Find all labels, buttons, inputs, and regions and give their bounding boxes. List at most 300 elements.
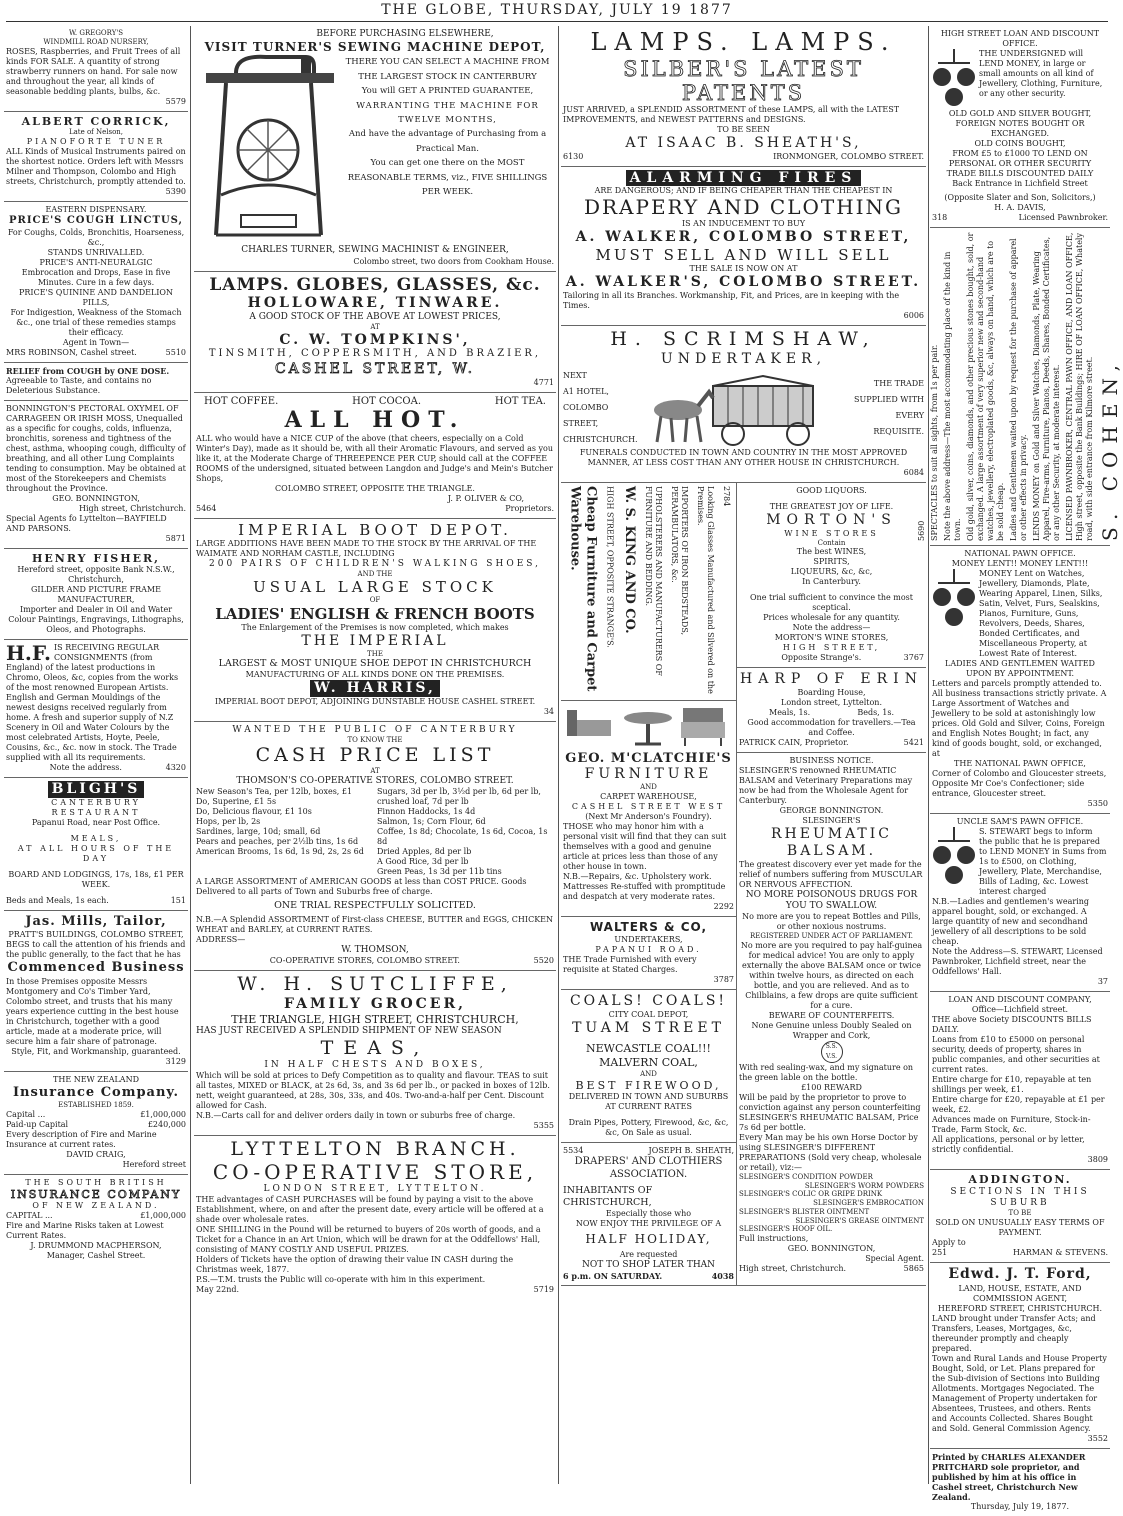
ad-heading: LAMPS. LAMPS.: [590, 28, 897, 56]
ad-body: Will be paid by the proprietor to prove to conviction against any person counterfeiting SLESINGER'S RHEUMATIC BALSAM, Price 7s 6d per bottle.: [739, 1092, 921, 1132]
ad-national-pawn: [930, 546, 1110, 814]
ad-body: STANDS UNRIVALLED.: [47, 247, 145, 257]
ad-fisher: [4, 549, 188, 641]
list-item: New Season's Tea, per 12lb, boxes, £1: [196, 786, 353, 796]
ad-body: WINE STORES: [784, 528, 879, 538]
ad-body: Drain Pipes, Pottery, Firewood, &c, &c, &c, On Sale as usual.: [568, 1118, 729, 1138]
ad-body: OF: [369, 596, 381, 605]
ad-body: BOARD AND LODGINGS, 17s, 18s, £1 PER WEEK.: [8, 870, 184, 890]
ad-name: GEO. BONNINGTON,: [52, 493, 140, 503]
ad-stewart: [930, 814, 1110, 992]
ad-name: J. P. OLIVER & CO,: [447, 493, 524, 503]
right-subcolumn: [737, 483, 926, 1286]
ad-body: ROSES, Raspberries, and Fruit Trees of all kinds FOR SALE. A quantity of strong strawberry runners on hand. For sale now and throughout the year, all kinds of seasonable bedding plants, bulbs, &c.: [6, 46, 181, 96]
ad-name: GEO. BONNINGTON,: [787, 1244, 876, 1254]
list-item: Sardines, large, 10d; small, 6d: [196, 826, 321, 836]
ad-body: LICENSED PAWNBROKER, CENTRAL PAWN OFFICE, AND LOAN OFFICE, High street, opposite the Bank Buildings; HIRE OF LOAN OFFICE, Whately road, with side entrance from Kilmore street.: [1065, 232, 1094, 541]
column-1: [4, 26, 188, 1484]
ad-address: Hereford street, opposite Bank N.S.W., Christchurch,: [17, 565, 175, 585]
ad-body: Agreeable to Taste, and contains no Deleterious Substance.: [6, 375, 152, 395]
ad-body: P.S.—T.M. trusts the Public will co-operate with him in this experiment.: [196, 1274, 486, 1284]
ad-title: USUAL LARGE STOCK: [253, 577, 497, 596]
ad-body: ALL who would have a NICE CUP of the above (that cheers, especially on a Cold Winter's Day), made as it should be, with all their Aromatic Flavours, and served as you like it, at the Moderate Charge of THREEPENCE PER CUP, should call at the COFFEE ROOMS of the undersigned, situated between Langdon and Judge's and Mein's Butcher Shops,: [196, 433, 554, 483]
ad-imprint: [930, 1449, 1110, 1516]
ad-body: ONE SHILLING in the Pound will be returned to buyers of 20s worth of goods, and a Ticket for a Chance in an Art Union, which will be drawn for at the Oddfellows' Hall, consisting of MANY COSTLY AND USEFUL PRIZES.: [196, 1224, 541, 1254]
ad-number: 4038: [711, 1271, 734, 1282]
ad-title: GILDER AND PICTURE FRAME MANUFACTURER,: [31, 585, 161, 605]
ad-heading: LAMPS. GLOBES, GLASSES, &c.: [209, 274, 541, 295]
ad-body: No more are you to repeat Bottles and Pills, or other noxious nostrums.: [742, 912, 921, 932]
imprint-date: Thursday, July 19, 1877.: [970, 1501, 1070, 1511]
ad-title: MALVERN COAL,: [599, 1056, 698, 1070]
list-item: Green Peas, 1s 3d per 11b tins: [377, 866, 502, 876]
ad-body: No more are you required to pay half-guinea for medical advice! You are only to apply externally the above BALSAM once or twice within twelve hours, as directed on each bottle, and you are relieved. And as to Chilblains, a few drops are quite sufficient for a cure.: [740, 940, 923, 1010]
ad-title: PRICE'S ANTI-NEURALGIC: [39, 257, 153, 267]
ad-body: THE above Society DISCOUNTS BILLS DAILY.: [932, 1015, 1092, 1034]
ad-body: THE UNDERSIGNED will LEND MONEY, in large or small amounts on all kind of Jewellery, Clothing, Furniture, or any other security.: [979, 49, 1103, 98]
ad-body: FROM £5 to £1000 TO LEND ON PERSONAL OR OTHER SECURITY: [948, 149, 1092, 168]
ad-king: [561, 483, 736, 701]
ad-title: HALF HOLIDAY,: [585, 1232, 712, 1247]
ad-body: Every Man may be his own Horse Doctor by using SLESINGER'S DIFFERENT PREPARATIONS (Sold very cheap, wholesale or retail), viz:—: [739, 1132, 922, 1172]
ad-mills: [4, 911, 188, 1072]
ad-body: MONEY Lent on Watches, Jewellery, Diamonds, Plate, Wearing Apparel, Linen, Silks, Satin, Velvet, Furs, Sealskins, Pianos, Furniture, Guns, Revolvers, Deeds, Shares, Bonded Certificates, and Miscellaneous Property, at Lowest Rate of Interest.: [979, 569, 1103, 658]
ad-heading: HIGH STREET LOAN AND DISCOUNT OFFICE.: [940, 29, 1100, 48]
ad-body: Importer and Dealer in Oil and Water Colour Paintings, Engravings, Lithographs, Oleos, and Photographs.: [8, 605, 184, 635]
ad-role: Manager, Cashel Street.: [46, 1251, 146, 1261]
ad-body: Old gold, silver, coins, diamonds, and other precious stones bought, sold, or exchanged. A large assortment of very superior new and second-hand watches, jewellery, electroplated goods, &c, always on hand, which are to be sold cheap.: [966, 232, 1005, 541]
ad-role: Special Agent.: [865, 1254, 924, 1264]
ad-subheading: WINDMILL ROAD NURSERY,: [43, 37, 149, 46]
ad-silber: [561, 26, 926, 167]
ad-heading: ALBERT CORRICK,: [21, 114, 171, 128]
ad-subheading: CITY COAL DEPOT,: [608, 1009, 689, 1019]
ad-heading: Edwd. J. T. Ford,: [948, 1266, 1092, 1282]
ad-number: 4320: [165, 763, 186, 773]
ad-address: CASHEL STREET WEST: [571, 801, 726, 811]
ad-address: IRONMONGER, COLOMBO STREET.: [773, 151, 924, 161]
hearse-icon: [643, 368, 833, 448]
ad-body: JUST ARRIVED, a SPLENDID ASSORTMENT of these LAMPS, all with the LATEST IMPROVEMENTS, and NEWEST PATTERNS and DESIGNS.: [563, 104, 900, 124]
ad-number: 318: [932, 213, 948, 222]
ad-title: PRICE'S QUININE AND DANDELION PILLS,: [19, 287, 173, 307]
ad-bligh: [4, 778, 188, 911]
ad-address: Hereford street: [122, 1159, 186, 1169]
ad-body: TRADE BILLS DISCOUNTED DAILY: [946, 169, 1094, 178]
ad-subheading: FURNITURE: [584, 766, 713, 783]
list-item: SLESINGER'S GREASE OINTMENT: [795, 1216, 924, 1225]
ad-body: Ladies and Gentlemen waited upon by request for the purchase of apparel or other effects in privacy.: [1009, 238, 1028, 541]
ad-heading: GEO. M'CLATCHIE'S: [565, 750, 732, 766]
ad-body: Special Agents fo Lyttelton—BAYFIELD AND PARSONS.: [6, 513, 167, 533]
list-item: Hops, per lb, 2s: [196, 816, 261, 826]
ad-number: 5464: [196, 503, 217, 513]
ad-body: Tailoring in all its Branches. Workmanship, Fit, and Prices, are in keeping with the Times.: [563, 291, 900, 311]
ad-body: Loans from £10 to £5000 on personal security, deeds of property, shares in public companies, and other securities at current rates.: [932, 1035, 1100, 1074]
furniture-icon: [563, 704, 733, 748]
list-item: SLESINGER'S COLIC OR GRIPE DRINK: [739, 1190, 883, 1199]
ad-relief: [4, 363, 188, 401]
ad-address: Colombo street, two doors from Cookham House.: [353, 256, 554, 266]
ad-label: Paid-up Capital: [6, 1119, 69, 1129]
ad-heading: EASTERN DISPENSARY.: [45, 205, 147, 214]
ad-name: J. DRUMMOND MACPHERSON,: [30, 1241, 162, 1251]
ad-body: Note the address—: [792, 623, 871, 633]
pawnbroker-balls-icon: [932, 827, 976, 887]
ad-body: Contain: [817, 538, 846, 547]
ad-number: 251: [932, 1248, 948, 1257]
ad-address: THE TRIANGLE, HIGH STREET, CHRISTCHURCH,: [231, 1012, 519, 1026]
ad-body: HIGH STREET,: [782, 643, 881, 653]
ad-body: Good accommodation for travellers.—Tea and Coffee.: [747, 718, 916, 738]
list-item: SLESINGER'S WORM POWDERS: [804, 1181, 924, 1190]
list-item: Finnon Haddocks, 1s 4d: [377, 806, 476, 816]
price-list-right: [377, 787, 554, 877]
ad-number: 3809: [1087, 1155, 1108, 1164]
ad-oliver: [194, 393, 556, 519]
ad-body: THOMSON'S CO-OPERATIVE STORES, COLOMBO STREET.: [236, 775, 514, 786]
ad-body: N.B.—Ladies and gentlemen's wearing apparel bought, sold, or exchanged. A large quantity of new and secondhand jewellery of all descriptions to be sold cheap.: [932, 897, 1090, 946]
ad-subheading: Office—Lichfield street.: [971, 1005, 1069, 1014]
list-item: Do, Superine, £1 5s: [196, 796, 277, 806]
ad-body: With red sealing-wax, and my signature on the green lable on the bottle.: [739, 1062, 914, 1082]
ad-body: In Canterbury.: [802, 577, 861, 587]
ad-body: COMMISSION AGENT,: [972, 1293, 1067, 1303]
ad-south-british: [4, 1175, 188, 1266]
masthead-rule: [6, 21, 1108, 22]
ad-body: Are requested: [619, 1250, 678, 1260]
ad-body: Back Entrance in Lichfield Street: [952, 179, 1088, 188]
ad-label: Capital ...: [6, 1109, 46, 1119]
ad-title: PIANOFORTE TUNER: [26, 137, 166, 146]
ad-role: Proprietors.: [505, 503, 554, 513]
ad-body: S. STEWART begs to inform the public that he is prepared to LEND MONEY in Sums from 1s to £500, on Clothing, Jewellery, Plate, Merchandise, Bills of Lading, &c. Lowest interest charged: [979, 827, 1107, 896]
ad-body: Agent in Town—: [62, 337, 130, 347]
ad-coals: [561, 990, 736, 1144]
ad-number: 2292: [713, 901, 734, 911]
ad-address: TUAM STREET: [572, 1019, 725, 1036]
ad-heading: RELIEF from COUGH by ONE DOSE.: [6, 365, 170, 376]
ad-name: HARMAN & STEVENS.: [1013, 1248, 1108, 1257]
ad-body: You will GET A PRINTED GUARANTEE,: [361, 86, 534, 97]
list-item: Do, Delicious flavour, £1 10s: [196, 806, 312, 816]
ad-heading: H. SCRIMSHAW,: [610, 328, 877, 351]
ad-body: Advances made on Furniture, Stock-in-Trade, Farm Stock, &c.: [932, 1115, 1091, 1134]
ad-number: 5421: [903, 738, 924, 748]
ad-body: £100 REWARD: [801, 1082, 862, 1092]
ad-body: ARE DANGEROUS; AND IF BEING CHEAPER THAN THE CHEAPEST IN: [594, 186, 893, 196]
ad-name: GEORGE BONNINGTON.: [779, 806, 884, 816]
ad-body: (Next Mr Anderson's Foundry).: [585, 811, 712, 821]
ad-body: All applications, personal or by letter, strictly confidential.: [932, 1135, 1085, 1154]
ad-note: Note the address.: [49, 763, 122, 773]
list-item: COLOMBO STREET,: [563, 402, 609, 428]
ad-heading: H.F.: [6, 641, 52, 666]
ad-address: CASHEL STREET, W.: [274, 360, 476, 377]
ad-heading: [6, 781, 186, 798]
ad-heading: THE SOUTH BRITISH: [25, 1177, 167, 1187]
ad-heading: HENRY FISHER,: [32, 551, 160, 565]
ad-name: CHARLES TURNER, SEWING MACHINIST & ENGINEER,: [241, 245, 509, 256]
ad-name: W. S. KING AND CO.: [621, 485, 637, 634]
ad-body: IS RECEIVING REGULAR CONSIGNMENTS (from England) of the latest productions in Chromo, Oleos, &c, copies from the works of the most renowned European Artists. English and German Mouldings of the newest designs received regularly from home. A fresh and superior supply of N.Z Scenery in Oil and Water Colours by the most celebrated Artists, Hoyte, Peele, Cousins, &c., &c. now in stock. The Trade supplied with all its requirements.: [6, 643, 179, 763]
ad-subheading: Late of Nelson,: [68, 128, 124, 137]
ad-body: LARGE ADDITIONS HAVE BEEN MADE TO THE STOCK BY THE ARRIVAL OF THE WAIMATE AND NORHAM CASTLE, INCLUDING: [196, 538, 537, 558]
ad-body: REGISTERED UNDER ACT OF PARLIAMENT.: [749, 932, 914, 941]
ad-name: AT ISAAC B. SHEATH'S,: [625, 134, 862, 151]
ad-hf: [4, 640, 188, 778]
ad-body: LAND, HOUSE, ESTATE, AND: [958, 1283, 1082, 1293]
ad-number: 151: [170, 896, 186, 906]
ad-body: Fire and Marine Risks taken at Lowest Current Rates.: [6, 1221, 164, 1241]
column-3: [561, 26, 926, 1484]
ad-number: 37: [1097, 977, 1108, 986]
price-list-left: [196, 787, 373, 877]
ad-title: TEAS,: [320, 1036, 430, 1059]
ad-address: PAPANUI ROAD.: [595, 944, 702, 954]
ad-heading: HOT COCOA.: [352, 395, 421, 407]
list-item: CHRISTCHURCH.: [563, 434, 638, 444]
ad-name: H. A. DAVIS,: [994, 203, 1046, 212]
list-item: SLESINGER'S CONDITION POWDER: [739, 1172, 873, 1181]
ad-heading: W. H. SUTCLIFFE,: [237, 973, 513, 996]
ad-body: AND: [640, 1069, 657, 1078]
ad-body: 200 PAIRS OF CHILDREN'S WALKING SHOES,: [209, 558, 541, 569]
ad-morton: [737, 483, 926, 669]
ad-body: N.B.—Repairs, &c. Upholstery work. Mattresses Re-stuffed with promptitude and despatch at very moderate rates.: [563, 871, 726, 901]
ad-thomson: [194, 722, 556, 971]
ad-body: Note the Address—S. STEWART, Licensed Pawnbroker, Lichfield street, near the Oddfellows' Hall.: [932, 947, 1103, 976]
ad-body: LAND brought under Transfer Acts; and Transfers, Leases, Mortgages, &c, thereunder promptly and cheaply prepared.: [932, 1313, 1096, 1353]
ad-body: UPHOLSTERERS AND MANUFACTURERS OF FURNITURE AND BEDDING.: [643, 485, 663, 676]
ad-body: THE NATIONAL PAWN OFFICE,: [954, 759, 1086, 768]
ad-address: HEREFORD STREET, CHRISTCHURCH.: [937, 1303, 1103, 1313]
ad-corrick: [4, 112, 188, 203]
ad-body: Which will be sold at prices to Defy Competition as to quality and flavour. TEAS to suit all tastes, MIXED or BLACK, at 2s 6d, 3s, and 3s 6d per lb., or packed in boxes of 12lb. nett, weight guaranteed, at 28s, 30s, 33s, and 40s. Two-and-a-half per Cent. Discount allowed for Cash.: [196, 1070, 550, 1110]
ad-heading: DRAPERS' AND CLOTHIERS ASSOCIATION.: [574, 1156, 723, 1180]
ad-number: 4771: [533, 377, 554, 387]
ad-body: The best WINES,: [796, 547, 867, 557]
list-item: SLESINGER'S EMBROCATION: [813, 1199, 924, 1208]
ad-drapers: [561, 1143, 736, 1285]
ad-address: HIGH STREET, OPPOSITE STRANGE'S.: [605, 485, 615, 648]
ad-body: 6 p.m. ON SATURDAY.: [563, 1271, 663, 1282]
ad-number: 2784: [721, 485, 731, 507]
ad-body: TINSMITH, COPPERSMITH, AND BRAZIER,: [208, 348, 542, 360]
ad-body: The Enlargement of the Premises is now completed, which makes: [241, 622, 509, 632]
ad-title: Commenced Business: [7, 960, 185, 976]
ad-body: LENDS MONEY on Gold and Silver Watches, Diamonds, Plate, Wearing Apparel, Fire-arms, Furniture, Pianos, Deeds, Shares, Bonded Certificates, or any other Security, at moderate interest.: [1032, 236, 1061, 541]
list-item: SLESINGER'S BLISTER OINTMENT: [739, 1207, 870, 1216]
ad-number: 5690: [917, 520, 926, 541]
ad-heading: NATIONAL PAWN OFFICE.: [964, 549, 1076, 558]
ad-body: NO MORE POISONOUS DRUGS FOR YOU TO SWALLOW.: [745, 889, 918, 911]
ad-body: For Coughs, Colds, Bronchitis, Hoarseness, &c.,: [7, 227, 185, 247]
ad-body: AND THE: [357, 570, 393, 579]
ad-body: Meals, 1s.: [769, 708, 811, 718]
ad-body: OLD COINS BOUGHT,: [974, 139, 1066, 148]
ad-body: For Indigestion, Weakness of the Stomach &c., one trial of these remedies stamps their efficacy.: [10, 307, 182, 337]
list-item: THE TRADE: [873, 378, 924, 388]
ad-number: 5865: [903, 1264, 924, 1274]
ad-title: PRICE'S COUGH LINCTUS,: [8, 215, 184, 226]
ad-title: AT ALL HOURS OF THE DAY: [17, 844, 175, 864]
ad-body: MANUFACTURING OF ALL KINDS DONE ON THE PREMISES.: [245, 670, 505, 680]
ad-body: Especially those who: [605, 1209, 692, 1219]
ad-heading: BUSINESS NOTICE.: [789, 756, 874, 766]
ad-body: Every description of Fire and Marine Insurance at current rates.: [6, 1129, 157, 1149]
ad-body: BEGS to call the attention of his friends and the public generally, to the fact that he has: [6, 940, 186, 960]
ad-body: Note the above address—The most accommodating place of the kind in town.: [943, 251, 962, 541]
column-rule: [928, 26, 929, 1484]
ad-body: AT: [370, 322, 380, 331]
ad-body: None Genuine unless Doubly Sealed on Wrapper and Cork,: [751, 1020, 912, 1040]
ad-body: TO BE SEEN: [717, 124, 770, 134]
ad-lyttelton: [194, 1136, 556, 1299]
ad-number: 5390: [165, 187, 186, 196]
ad-address: CO-OPERATIVE STORES, COLOMBO STREET.: [269, 956, 460, 966]
ad-body: SOLD ON UNUSUALLY EASY TERMS OF PAYMENT.: [935, 1218, 1105, 1237]
ad-title: ALL HOT.: [284, 407, 466, 434]
ad-subheading: CANTERBURY RESTAURANT: [51, 798, 141, 818]
ad-heading: UNCLE SAM'S PAWN OFFICE.: [956, 817, 1084, 826]
ad-number: 5510: [165, 347, 186, 357]
ad-address: High street, Christchurch.: [739, 1264, 847, 1274]
ad-body: The greatest discovery ever yet made for the relief of numbers suffering from MUSCULAR OR NERVOUS AFFECTION.: [739, 859, 923, 889]
ad-title: INSURANCE COMPANY: [10, 1187, 182, 1201]
ad-name: W. THOMSON,: [341, 944, 409, 955]
ad-number: 5719: [533, 1284, 554, 1294]
ad-title: LADIES' ENGLISH & FRENCH BOOTS: [215, 604, 535, 623]
list-item: Dried Apples, 8d per lb: [377, 846, 472, 856]
ad-ford: [930, 1263, 1110, 1449]
ad-mclatchie: [561, 701, 736, 917]
ad-title: MUST SELL AND WILL SELL: [595, 246, 892, 265]
ad-title: RHEUMATIC BALSAM.: [770, 826, 893, 859]
ad-body: ESTABLISHED 1859.: [58, 1100, 134, 1109]
ad-name: DAVID CRAIG,: [66, 1149, 126, 1159]
list-item: Pears and peaches, per 2½lb tins, 1s 6d: [196, 836, 359, 846]
left-subcolumn: [561, 483, 737, 1286]
ad-body: Boarding House,: [797, 688, 866, 698]
ad-name: A. WALKER, COLOMBO STREET,: [575, 229, 912, 246]
masthead: THE GLOBE, THURSDAY, JULY 19 1877: [381, 2, 733, 18]
ad-body: TO BE: [1008, 1209, 1032, 1218]
ad-eastern-dispensary: [4, 202, 188, 363]
ad-walters: [561, 917, 736, 990]
ad-role: Licensed Pawnbroker.: [1018, 213, 1108, 222]
ad-body: SPECTACLES to suit all sights, from 1s per pair.: [930, 344, 939, 541]
ad-harp-of-erin: [737, 668, 926, 753]
ad-heading: WALTERS & CO,: [589, 919, 708, 934]
ad-sutcliffe: [194, 971, 556, 1136]
ad-heading: BEFORE PURCHASING ELSEWHERE,: [316, 29, 494, 39]
column-rule: [558, 26, 559, 1484]
ad-nz-insurance: [4, 1072, 188, 1175]
ad-title: Insurance Company.: [12, 1084, 180, 1100]
ad-body: THE Trade Furnished with every requisite at Stated Charges.: [563, 954, 697, 974]
ad-body: Embrocation and Drops, Ease in five Minutes. Cure in a few days.: [21, 267, 171, 287]
ad-tompkins: [194, 272, 556, 393]
ad-body: N.B.—Carts call for and deliver orders daily in town or suburbs free of charge.: [196, 1110, 516, 1120]
ad-body: Style, Fit, and Workmanship, guaranteed.: [11, 1046, 181, 1056]
ad-number: 3767: [903, 653, 924, 663]
ad-body: Entire charge for £10, repayable at ten shillings per week, £1.: [932, 1075, 1092, 1094]
ad-body: A GOOD STOCK OF THE ABOVE AT LOWEST PRICES,: [249, 311, 501, 322]
ad-subheading: UNDERTAKERS,: [614, 934, 683, 944]
ad-heading: COALS! COALS!: [569, 992, 728, 1009]
ad-name: PATRICK CAIN, Proprietor.: [739, 738, 849, 748]
ad-value: £240,000: [147, 1119, 186, 1129]
ad-name: JOSEPH B. SHEATH,: [648, 1146, 734, 1156]
ad-subheading: OF NEW ZEALAND.: [32, 1201, 160, 1211]
ad-body: THE SALE IS NOW ON AT: [689, 264, 798, 274]
ad-name: [196, 680, 554, 697]
ad-heading: [563, 170, 924, 187]
ad-body: You can get one there on the MOST REASONABLE TERMS, viz., FIVE SHILLINGS PER WEEK.: [347, 158, 548, 198]
ad-body: Prices wholesale for any quantity.: [763, 613, 900, 623]
ad-turner: [194, 26, 556, 272]
ad-name: A. WALKER'S, COLOMBO STREET.: [565, 274, 922, 291]
ad-heading-text: BLIGH'S: [48, 781, 145, 798]
ad-address: LONDON STREET, LYTTELTON.: [263, 1183, 487, 1194]
ad-heading: W. GREGORY'S: [68, 29, 124, 37]
ad-heading: WANTED THE PUBLIC OF CANTERBURY: [232, 725, 518, 736]
ad-body: Letters and parcels promptly attended to. All business transactions strictly private. A Large Assortment of Watches and Jewellery to be sold at astonishingly low prices. Old Gold and Silver, Coins, Foreign and English Notes Bought; in fact, any kind of goods bought, sold, or exchanged, at: [932, 679, 1107, 758]
ad-body: FUNERALS CONDUCTED IN TOWN AND COUNTRY IN THE MOST APPROVED MANNER, AT LESS COST THAN ANY OTHER HOUSE IN CHRISTCHURCH.: [579, 447, 908, 467]
ad-body: Beds and Meals, 1s each.: [6, 896, 109, 906]
sewing-machine-icon: [196, 55, 341, 245]
ad-value: £1,000,000: [140, 1109, 186, 1119]
ad-body: HAS JUST RECEIVED A SPLENDID SHIPMENT OF NEW SEASON: [196, 1026, 502, 1037]
ad-heading: Cheap Furniture and Carpet Warehouse.: [567, 485, 599, 692]
column-4: [917, 26, 1122, 1511]
pawnbroker-balls-icon: [932, 569, 976, 629]
ad-left-list: [563, 368, 643, 448]
ad-body: ONE TRIAL RESPECTFULLY SOLICITED.: [274, 899, 476, 911]
ad-body: LADIES AND GENTLEMEN WAITED UPON BY APPOINTMENT.: [945, 659, 1095, 678]
ad-body: Looking Glasses Manufactured and Silvered on the Premises.: [695, 485, 715, 694]
ad-body: IS AN INDUCEMENT TO BUY: [681, 219, 806, 229]
seal-icon: S.S. V.S.: [821, 1041, 843, 1063]
ad-body: WARRANTING THE MACHINE FOR TWELVE MONTHS,: [356, 100, 539, 125]
list-item: REQUISITE.: [873, 426, 924, 436]
ad-walker: [561, 167, 926, 326]
ad-body: IMPORTERS OF IRON BEDSTEADS, PERAMBULATORS, &c.: [669, 485, 689, 635]
ad-number: 5350: [1087, 799, 1108, 808]
ad-body: NOW ENJOY THE PRIVILEGE OF A: [575, 1219, 722, 1229]
ad-heading: ADDINGTON.: [968, 1173, 1072, 1186]
ad-body: INHABITANTS OF CHRISTCHURCH,: [563, 1185, 653, 1209]
ad-address: COLOMBO STREET, OPPOSITE THE TRIANGLE.: [275, 483, 475, 493]
ad-number: 6130: [563, 151, 584, 161]
ad-body: Corner of Colombo and Gloucester streets, Opposite Mr Coe's Confectioner; side entrance, Gloucester street.: [932, 769, 1107, 798]
ad-body: In those Premises opposite Messrs Montgomery and Co's Timber Yard, Colombo street, and trusts that his many years experience cutting in the best house in Christchurch, together with a good article, made at a moderate price, will secure him a fair share of patronage.: [6, 976, 179, 1046]
list-item: American Brooms, 1s 6d, 1s 9d, 2s, 2s 6d: [196, 846, 364, 856]
ad-body: TO KNOW THE: [347, 736, 403, 745]
ad-body: BONNINGTON'S PECTORAL OXYMEL OF CARRAGEEN OR IRISH MOSS, Unequalled as a specific for coughs, colds, influenza, bronchitis, soreness and tightness of the chest, asthma, whooping cough, difficulty of breathing, and all other Lung Complaints tending to consumption. May be obtained at most of the Storekeepers and Chemists throughout the Province.: [6, 403, 186, 493]
ad-address: London street, Lyttelton.: [781, 698, 882, 708]
ad-body: Full instructions,: [739, 1234, 809, 1244]
ad-body: MORTON'S WINE STORES,: [774, 633, 889, 643]
ad-title: CASH PRICE LIST: [255, 744, 495, 767]
ad-body: Town and Rural Lands and House Property Bought, Sold, or Let. Plans prepared for the Sub-division of Sections into Building Allotments. Mortgages Negociated. The Management of Property undertaken for Absentees, Trustees, and others. Rents and Accounts Collected. Shares Bought and Sold. General Commission Agency.: [932, 1353, 1107, 1433]
ad-body: One trial sufficient to convince the most sceptical.: [749, 593, 914, 613]
ad-body: ALL Kinds of Musical Instruments paired on the shortest notice. Orders left with Messrs Milner and Thompson, Colombo and High streets, Christchurch, promptly attended to.: [6, 147, 186, 186]
ad-right-list: [833, 376, 924, 440]
ad-number: 5534: [563, 1146, 584, 1156]
ad-subheading: UNDERTAKER,: [660, 350, 827, 367]
